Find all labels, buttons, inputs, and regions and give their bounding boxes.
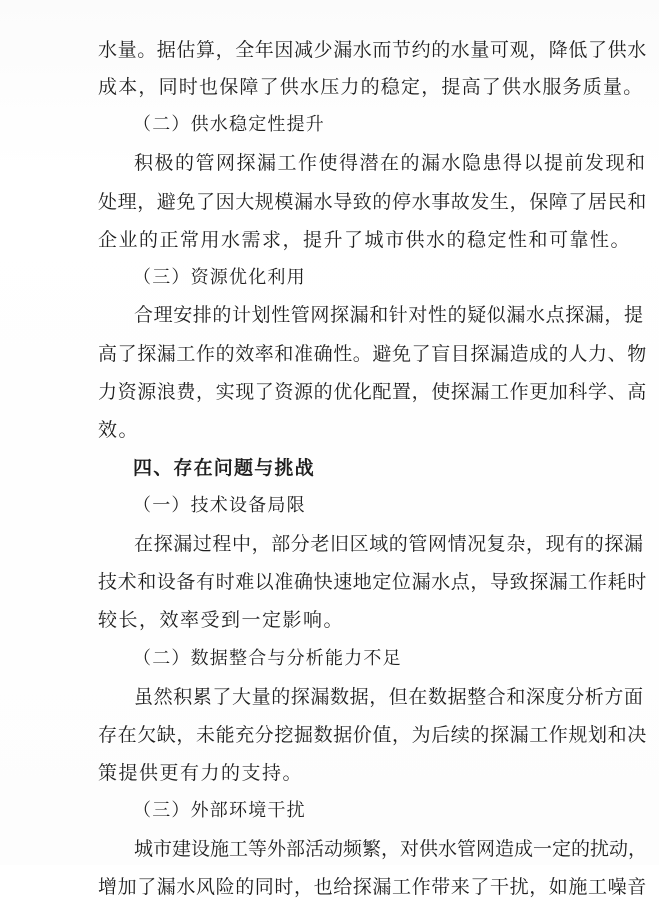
paragraph-line: 合理安排的计划性管网探漏和针对性的疑似漏水点探漏，提 xyxy=(134,304,644,326)
subsection-heading-resource-optimization: （三）资源优化利用 xyxy=(133,267,306,288)
paragraph-line: 处理，避免了因大规模漏水导致的停水事故发生，保障了居民和 xyxy=(98,191,647,213)
paragraph-line: 策提供更有力的支持。 xyxy=(98,762,304,784)
paragraph-line: 效。 xyxy=(98,419,140,441)
paragraph-line: 成本，同时也保障了供水压力的稳定，提高了供水服务质量。 xyxy=(98,76,644,98)
paragraph-line: 技术和设备有时难以准确快速地定位漏水点，导致探漏工作耗时 xyxy=(98,571,647,593)
subsection-heading-data-analysis: （二）数据整合与分析能力不足 xyxy=(133,648,402,669)
paragraph-line: 较长，效率受到一定影响。 xyxy=(98,609,345,631)
paragraph-line: 企业的正常用水需求，提升了城市供水的稳定性和可靠性。 xyxy=(98,229,632,251)
paragraph-line: 存在欠缺，未能充分挖掘数据价值，为后续的探漏工作规划和决 xyxy=(98,724,647,746)
subsection-heading-supply-stability: （二）供水稳定性提升 xyxy=(133,114,325,135)
paragraph-line: 城市建设施工等外部活动频繁，对供水管网造成一定的扰动， xyxy=(134,838,648,860)
subsection-heading-external-env: （三）外部环境干扰 xyxy=(133,800,306,821)
paragraph-line: 在探漏过程中，部分老旧区域的管网情况复杂，现有的探漏 xyxy=(134,533,644,555)
section-heading-four: 四、存在问题与挑战 xyxy=(133,457,315,479)
paragraph-line: 增加了漏水风险的同时，也给探漏工作带来了干扰，如施工噪音 xyxy=(98,876,647,898)
paragraph-line: 积极的管网探漏工作使得潜在的漏水隐患得以提前发现和 xyxy=(134,152,647,174)
subsection-heading-tech-limits: （一）技术设备局限 xyxy=(133,495,306,516)
paragraph-line: 力资源浪费，实现了资源的优化配置，使探漏工作更加科学、高 xyxy=(98,381,647,403)
paragraph-line: 水量。据估算，全年因减少漏水而节约的水量可观，降低了供水 xyxy=(98,39,647,61)
paragraph-line: 高了探漏工作的效率和准确性。避免了盲目探漏造成的人力、物 xyxy=(98,343,647,365)
paragraph-line: 虽然积累了大量的探漏数据，但在数据整合和深度分析方面 xyxy=(134,686,644,708)
